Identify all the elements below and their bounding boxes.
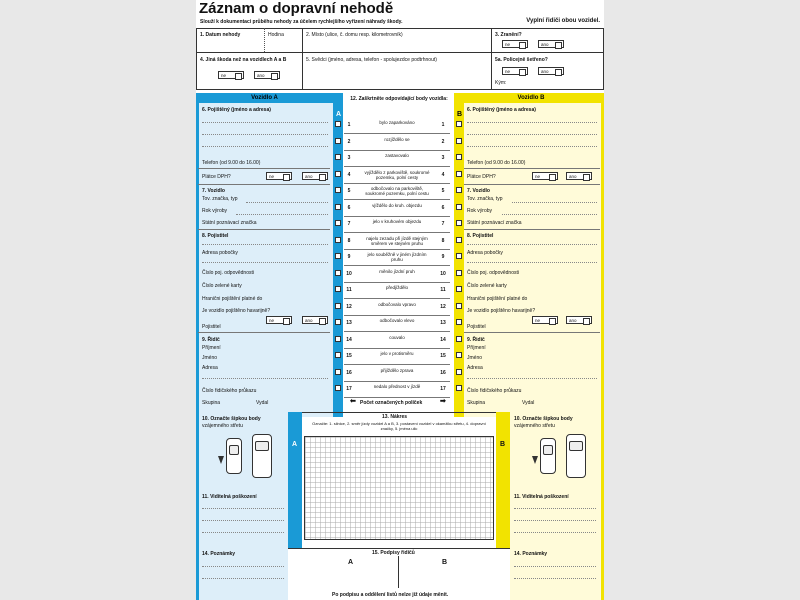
- item-label: jelo v protisměru: [380, 351, 414, 356]
- item-label: nedalo přednost v jízdě: [373, 384, 421, 389]
- item-label: zastavovalo: [385, 153, 409, 158]
- sketch-a-letter: A: [292, 441, 298, 448]
- item-number-right: 16: [440, 369, 446, 376]
- checkbox-a-15[interactable]: [335, 352, 341, 358]
- item-label: rozjíždělo se: [384, 136, 410, 142]
- item-number-right: 3: [441, 155, 445, 161]
- item-number-left: 5: [347, 188, 351, 194]
- item-number-right: 12: [440, 303, 446, 310]
- item-number-right: 14: [440, 336, 446, 343]
- a-year-label: Rok výroby: [202, 208, 228, 214]
- checkbox-a-5[interactable]: [335, 187, 341, 193]
- arrow-right-icon: ➡: [440, 398, 446, 405]
- form-title: Záznam o dopravní nehodě: [199, 0, 394, 17]
- item-number-right: 6: [441, 204, 445, 211]
- damage-no-checkbox[interactable]: ne: [218, 71, 244, 79]
- item-number-left: 15: [346, 353, 352, 359]
- item-divider: [344, 133, 450, 134]
- b-impact-sub: vzájemného střetu: [514, 423, 555, 429]
- accident-report-form: [196, 0, 604, 600]
- checkbox-b-15[interactable]: [456, 352, 462, 358]
- checkbox-a-13[interactable]: [335, 319, 341, 325]
- injury-label: 3. Zranění?: [495, 32, 522, 38]
- witnesses-label: 5. Svědci (jméno, adresa, telefon - spolujezdce podtrhnout): [306, 57, 437, 63]
- b-vat-label: Plátce DPH?: [467, 174, 496, 180]
- item-divider: [344, 282, 450, 283]
- vehicle-a-header: Vozidlo A: [196, 93, 333, 103]
- checkbox-b-14[interactable]: [456, 336, 462, 342]
- checkbox-b-4[interactable]: [456, 171, 462, 177]
- item-number-right: 11: [440, 287, 446, 293]
- checkbox-b-2[interactable]: [456, 138, 462, 144]
- item-label: couvalo: [389, 334, 405, 340]
- item-number-left: 12: [346, 303, 352, 310]
- a-casco-yes-checkbox[interactable]: ano: [302, 316, 328, 324]
- item-divider: [344, 166, 450, 167]
- a-vehicle-label: 7. Vozidlo: [202, 188, 225, 194]
- a-address-label: Adresa: [202, 365, 218, 371]
- date-label: 1. Datum nehody: [200, 32, 241, 38]
- a-notes-label: 14. Poznámky: [202, 551, 236, 557]
- a-surname-label: Příjmení: [202, 345, 221, 351]
- item-number-left: 2: [347, 138, 351, 145]
- checkbox-a-7[interactable]: [335, 220, 341, 226]
- a-car-front-icon: [226, 438, 242, 474]
- checkbox-a-14[interactable]: [335, 336, 341, 342]
- b-license-label: Číslo řidičského průkazu: [467, 388, 522, 394]
- police-by-label: Kým:: [495, 80, 507, 86]
- item-number-left: 1: [347, 122, 351, 128]
- checkbox-b-3[interactable]: [456, 154, 462, 160]
- item-number-left: 10: [346, 270, 352, 277]
- item-number-right: 8: [441, 237, 445, 244]
- item-divider: [344, 381, 450, 382]
- a-vat-label: Plátce DPH?: [202, 174, 231, 180]
- a-impact-label: 10. Označte šipkou body: [202, 416, 261, 422]
- checkbox-b-6[interactable]: [456, 204, 462, 210]
- police-no-checkbox[interactable]: ne: [502, 67, 528, 75]
- item-label: bylo zaparkováno: [379, 120, 415, 125]
- checkbox-b-17[interactable]: [456, 385, 462, 391]
- item-divider: [344, 348, 450, 349]
- checkbox-a-3[interactable]: [335, 154, 341, 160]
- b-border-label: Hranični pojištění platné do: [467, 296, 528, 302]
- injury-no-checkbox[interactable]: ne: [502, 40, 528, 48]
- b-issued-label: Vydal: [522, 400, 535, 406]
- checkbox-b-10[interactable]: [456, 270, 462, 276]
- item-number-left: 14: [346, 336, 352, 343]
- item-number-right: 9: [441, 254, 445, 260]
- b-impact-label: 10. Označte šipkou body: [514, 416, 573, 422]
- form-subtitle: Slouží k dokumentaci průběhu nehody za účelem rychlejšího vyřízení náhrady škody.: [200, 19, 403, 25]
- item-label: předjíždělo: [385, 285, 408, 290]
- b-damage-label: 11. Viditelná poškození: [514, 494, 569, 500]
- item-label: vyjíždělo z parkoviště, soukromé pozemku, polní cesty: [364, 169, 430, 180]
- a-impact-sub: vzájemného střetu: [202, 423, 243, 429]
- checkbox-a-6[interactable]: [335, 204, 341, 210]
- b-policy-label: Číslo poj. odpovědnosti: [467, 270, 519, 276]
- signatures-label: 15. Podpisy řidičů: [372, 550, 415, 556]
- b-surname-label: Příjmení: [467, 345, 486, 351]
- b-plate-label: Státní poznávací značka: [467, 220, 522, 226]
- b-make-label: Tov. značka, typ: [467, 196, 503, 202]
- item-number-left: 11: [346, 287, 352, 293]
- item-divider: [344, 232, 450, 233]
- b-insured-label: 6. Pojištěný (jméno a adresa): [467, 107, 536, 113]
- damage-yes-checkbox[interactable]: ano: [254, 71, 280, 79]
- item-number-right: 10: [440, 270, 446, 277]
- checkbox-a-10[interactable]: [335, 270, 341, 276]
- checkbox-a-4[interactable]: [335, 171, 341, 177]
- checkbox-b-12[interactable]: [456, 303, 462, 309]
- a-casco-no-checkbox[interactable]: ne: [266, 316, 292, 324]
- item-label: odbočovalo vpravo: [378, 301, 416, 307]
- a-bottom-panel: [196, 412, 288, 600]
- sketch-note: Označte: 1. silnice, 2. směr jízdy vozidel A a B, 3. postavení vozidel v okamžiku střetu, 4. dopravní značky, 5. jména ulic: [312, 421, 486, 431]
- checkbox-b-1[interactable]: [456, 121, 462, 127]
- checkbox-b-11[interactable]: [456, 286, 462, 292]
- hour-label: Hodina: [268, 32, 284, 38]
- b-name-label: Jméno: [467, 355, 483, 361]
- signature-a-label: A: [348, 559, 354, 566]
- item-label: odbočovalo na parkoviště, soukromé pozemku, polní cestu: [365, 186, 429, 196]
- a-issued-label: Vydal: [256, 400, 269, 406]
- a-car-side-icon: [252, 434, 272, 478]
- item-label: vjíždělo do kruh. objezdu: [372, 202, 422, 208]
- a-group-label: Skupina: [202, 400, 221, 406]
- a-casco-label: Je vozidlo pojištěno havarijně?: [202, 308, 271, 314]
- item-number-right: 13: [440, 320, 446, 326]
- item-label: přijíždělo zprava: [380, 367, 414, 373]
- b-arrow-icon: [532, 456, 538, 464]
- a-branch-label: Adresa pobočky: [202, 250, 238, 256]
- checkbox-a-16[interactable]: [335, 369, 341, 375]
- item-number-left: 17: [346, 386, 352, 392]
- b-vat-yes-checkbox[interactable]: ano: [566, 172, 592, 180]
- item-divider: [344, 331, 450, 332]
- item-number-left: 8: [347, 237, 351, 244]
- a-sketch-strip: [288, 412, 302, 548]
- item-number-left: 3: [347, 155, 351, 161]
- arrow-left-icon: ⬅: [350, 398, 356, 405]
- item-number-right: 2: [441, 138, 445, 145]
- b-year-label: Rok výroby: [467, 208, 493, 214]
- b-casco-no-checkbox[interactable]: ne: [532, 316, 558, 324]
- injury-yes-checkbox[interactable]: ano: [538, 40, 564, 48]
- place-label: 2. Místo (ulice, č. domu resp. kilometrovník): [306, 32, 403, 38]
- item-number-right: 17: [440, 386, 446, 392]
- checkbox-a-11[interactable]: [335, 286, 341, 292]
- checkbox-a-2[interactable]: [335, 138, 341, 144]
- item-divider: [344, 199, 450, 200]
- item-divider: [344, 183, 450, 184]
- a-arrow-icon: [218, 456, 224, 464]
- checkbox-a-9[interactable]: [335, 253, 341, 259]
- a-insured-label: 6. Pojištěný (jméno a adresa): [202, 107, 271, 113]
- checkbox-b-9[interactable]: [456, 253, 462, 259]
- a-vat-no-checkbox[interactable]: ne: [266, 172, 292, 180]
- fill-note: Vyplní řidiči obou vozidel.: [526, 18, 600, 24]
- a-make-label: Tov. značka, typ: [202, 196, 238, 202]
- b-casco-yes-checkbox[interactable]: ano: [566, 316, 592, 324]
- a-insurer2-label: Pojistitel: [202, 324, 221, 330]
- a-policy-label: Číslo poj. odpovědnosti: [202, 270, 254, 276]
- item-label: jelo souběžně v jiném jízdním pruhu: [367, 252, 427, 262]
- checkbox-a-17[interactable]: [335, 385, 341, 391]
- b-phone-label: Telefon (od 9.00 do 16.00): [467, 160, 526, 166]
- other-damage-label: 4. Jiná škoda než na vozidlech A a B: [200, 57, 287, 63]
- item-number-left: 6: [347, 204, 351, 211]
- b-insurer-label: 8. Pojistitel: [467, 233, 494, 239]
- checklist-heading: 12. Zaškrtněte odpovídající body vozidla:: [350, 96, 448, 102]
- checkbox-a-8[interactable]: [335, 237, 341, 243]
- item-number-right: 4: [441, 171, 445, 178]
- checkbox-b-8[interactable]: [456, 237, 462, 243]
- b-bottom-panel: [510, 412, 604, 600]
- item-number-right: 7: [441, 221, 445, 227]
- item-divider: [344, 315, 450, 316]
- item-divider: [344, 364, 450, 365]
- signature-a-field[interactable]: [346, 568, 396, 586]
- item-divider: [344, 150, 450, 151]
- a-license-label: Číslo řidičského průkazu: [202, 388, 257, 394]
- footer-note: Po podpisu a oddělení listů nelze již údaje měnit.: [332, 592, 449, 598]
- item-number-right: 5: [441, 188, 445, 194]
- a-driver-label: 9. Řidič: [202, 337, 220, 343]
- b-casco-label: Je vozidlo pojištěno havarijně?: [467, 308, 536, 314]
- item-number-left: 7: [347, 221, 351, 227]
- item-divider: [344, 216, 450, 217]
- a-name-label: Jméno: [202, 355, 218, 361]
- sketch-grid[interactable]: [304, 436, 494, 540]
- b-car-front-icon: [540, 438, 556, 474]
- b-branch-label: Adresa pobočky: [467, 250, 503, 256]
- checkbox-a-12[interactable]: [335, 303, 341, 309]
- item-number-left: 4: [347, 171, 351, 178]
- a-damage-label: 11. Viditelná poškození: [202, 494, 257, 500]
- b-vehicle-label: 7. Vozidlo: [467, 188, 490, 194]
- signature-b-field[interactable]: [400, 568, 450, 586]
- item-number-right: 1: [441, 122, 445, 128]
- b-sketch-strip: [496, 412, 510, 548]
- item-number-left: 16: [346, 369, 352, 376]
- signature-b-label: B: [442, 559, 448, 566]
- item-divider: [344, 298, 450, 299]
- b-notes-label: 14. Poznámky: [514, 551, 548, 557]
- item-divider: [344, 265, 450, 266]
- b-greencard-label: Číslo zelené karty: [467, 283, 507, 289]
- a-insurer-label: 8. Pojistitel: [202, 233, 229, 239]
- item-divider: [344, 397, 450, 398]
- checkbox-b-16[interactable]: [456, 369, 462, 375]
- vehicle-b-header: Vozidlo B: [458, 93, 604, 103]
- b-vat-no-checkbox[interactable]: ne: [532, 172, 558, 180]
- b-address-label: Adresa: [467, 365, 483, 371]
- vehicle-b-letter: B: [457, 111, 463, 118]
- item-label: najelo zezadu při jízdě stejným směrem ve stejném pruhu: [366, 235, 428, 246]
- a-vat-yes-checkbox[interactable]: ano: [302, 172, 328, 180]
- a-greencard-label: Číslo zelené karty: [202, 283, 242, 289]
- a-border-label: Hranični pojištění platné do: [202, 296, 263, 302]
- vehicle-a-letter: A: [336, 111, 342, 118]
- checkbox-b-13[interactable]: [456, 319, 462, 325]
- a-phone-label: Telefon (od 9.00 do 16.00): [202, 160, 261, 166]
- checkbox-b-5[interactable]: [456, 187, 462, 193]
- checkbox-a-1[interactable]: [335, 121, 341, 127]
- police-label: 5a. Policejně šetřeno?: [495, 57, 548, 63]
- item-label: odbočovalo vlevo: [379, 318, 415, 323]
- item-number-left: 13: [346, 320, 352, 326]
- item-number-right: 15: [440, 353, 446, 359]
- item-number-left: 9: [347, 254, 351, 260]
- a-plate-label: Státní poznávací značka: [202, 220, 257, 226]
- police-yes-checkbox[interactable]: ano: [538, 67, 564, 75]
- item-divider: [344, 249, 450, 250]
- b-driver-label: 9. Řidič: [467, 337, 485, 343]
- sketch-title: 13. Nákres: [382, 414, 408, 420]
- count-label: Počet označených políček: [360, 400, 423, 406]
- b-insurer2-label: Pojistitel: [467, 324, 486, 330]
- b-car-side-icon: [566, 434, 586, 478]
- b-group-label: Skupina: [467, 400, 486, 406]
- item-label: jelo v kruhovém objezdu: [372, 219, 422, 224]
- sketch-b-letter: B: [500, 441, 506, 448]
- checkbox-b-7[interactable]: [456, 220, 462, 226]
- item-label: měnilo jízdní pruh: [379, 268, 415, 274]
